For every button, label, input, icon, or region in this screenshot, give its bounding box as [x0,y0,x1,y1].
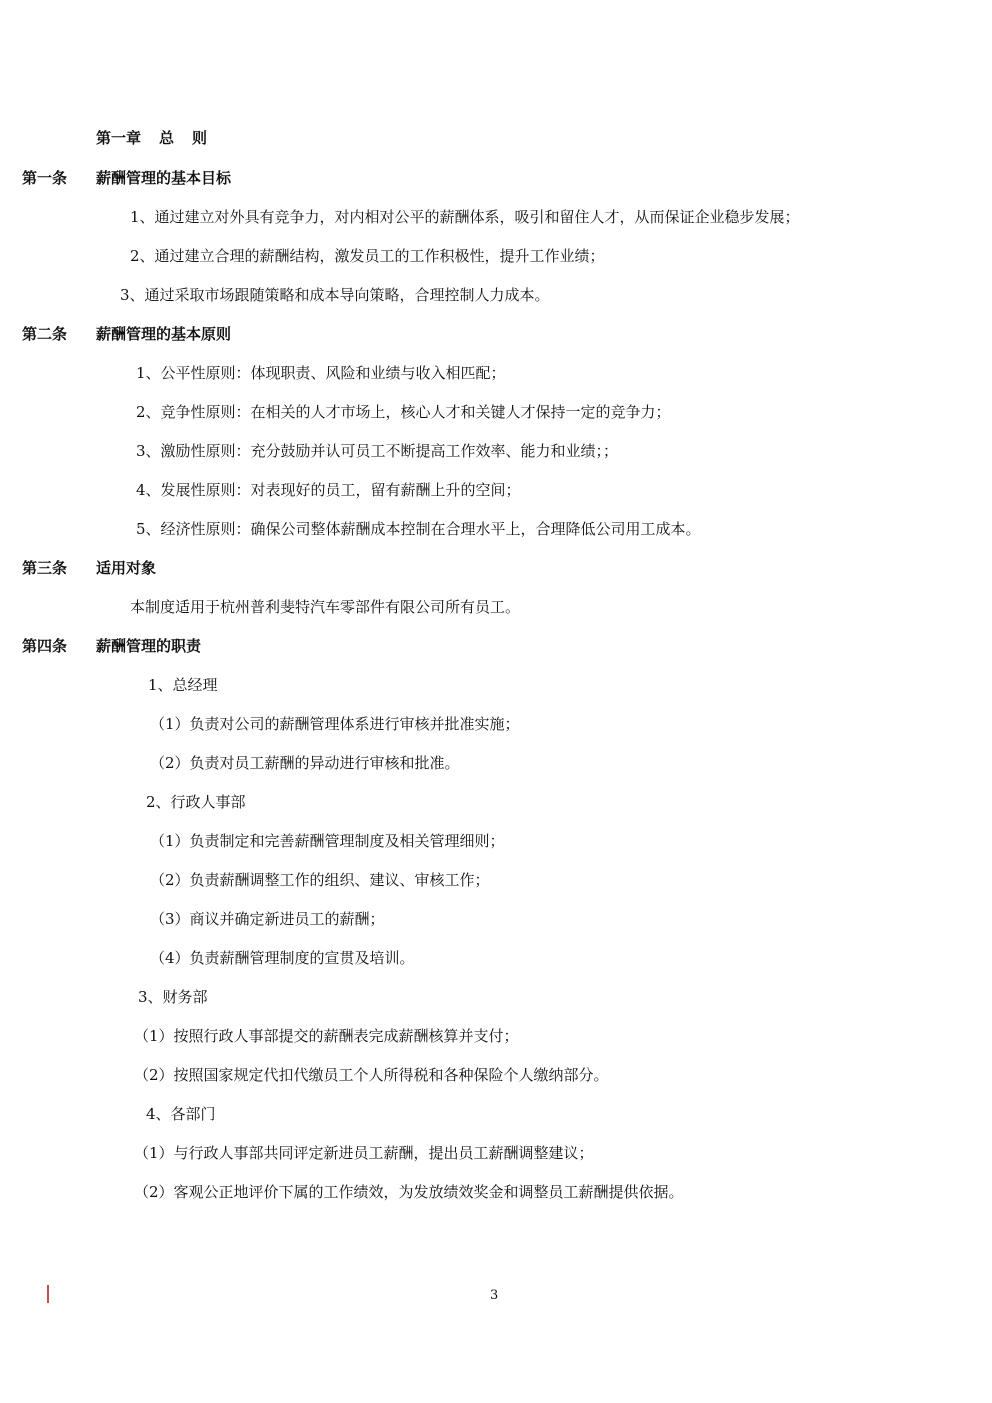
article-1-number: 第一条 [22,169,68,187]
article-1-title: 薪酬管理的基本目标 [96,169,232,187]
chapter-heading [96,128,207,148]
article-1-item-3: 3、通过采取市场跟随策略和成本导向策略，合理控制人力成本。 [120,286,550,304]
article-4-group-2-item-2: （2）负责薪酬调整工作的组织、建议、审核工作； [150,871,490,889]
revision-mark [47,1285,49,1303]
article-2-number: 第二条 [22,325,68,343]
article-2-item-3: 3、激励性原则：充分鼓励并认可员工不断提高工作效率、能力和业绩；； [136,442,619,460]
chapter-title-part2: 则 [192,129,208,147]
article-2-item-5: 5、经济性原则：确保公司整体薪酬成本控制在合理水平上，合理降低公司用工成本。 [136,520,701,538]
article-2-title: 薪酬管理的基本原则 [96,325,232,343]
article-1-item-2: 2、通过建立合理的薪酬结构，激发员工的工作积极性，提升工作业绩； [130,247,605,265]
article-4-title: 薪酬管理的职责 [96,637,202,655]
article-4-group-3-item-2: （2）按照国家规定代扣代缴员工个人所得税和各种保险个人缴纳部分。 [134,1066,609,1084]
article-2-item-1: 1、公平性原则：体现职责、风险和业绩与收入相匹配； [136,364,506,382]
article-4-group-3-heading: 3、财务部 [138,988,208,1006]
article-4-group-2-item-4: （4）负责薪酬管理制度的宣贯及培训。 [150,949,415,967]
chapter-label: 第一章 [96,129,142,147]
article-4-group-1-item-1: （1）负责对公司的薪酬管理体系进行审核并批准实施； [150,715,520,733]
article-3-title: 适用对象 [96,559,157,577]
article-3-number: 第三条 [22,559,68,577]
article-4-number: 第四条 [22,637,68,655]
page-number: 3 [490,1288,499,1303]
article-4-group-1-heading: 1、总经理 [148,676,218,694]
article-2-item-2: 2、竞争性原则：在相关的人才市场上，核心人才和关键人才保持一定的竞争力； [136,403,671,421]
article-4-group-3-item-1: （1）按照行政人事部提交的薪酬表完成薪酬核算并支付； [134,1027,519,1045]
article-4-group-4-item-2: （2）客观公正地评价下属的工作绩效，为发放绩效奖金和调整员工薪酬提供依据。 [134,1183,684,1201]
article-4-group-4-item-1: （1）与行政人事部共同评定新进员工薪酬，提出员工薪酬调整建议； [134,1144,594,1162]
article-4-group-1-item-2: （2）负责对员工薪酬的异动进行审核和批准。 [150,754,460,772]
article-4-group-2-item-1: （1）负责制定和完善薪酬管理制度及相关管理细则； [150,832,505,850]
article-3-item-1: 本制度适用于杭州普利斐特汽车零部件有限公司所有员工。 [130,598,521,616]
article-2-item-4: 4、发展性原则：对表现好的员工，留有薪酬上升的空间； [136,481,521,499]
article-4-group-4-heading: 4、各部门 [146,1105,216,1123]
chapter-title-part1: 总 [159,129,175,147]
article-4-group-2-item-3: （3）商议并确定新进员工的薪酬； [150,910,385,928]
article-1-item-1: 1、通过建立对外具有竞争力，对内相对公平的薪酬体系，吸引和留住人才，从而保证企业稳步发展； [130,208,800,226]
article-4-group-2-heading: 2、行政人事部 [146,793,246,811]
